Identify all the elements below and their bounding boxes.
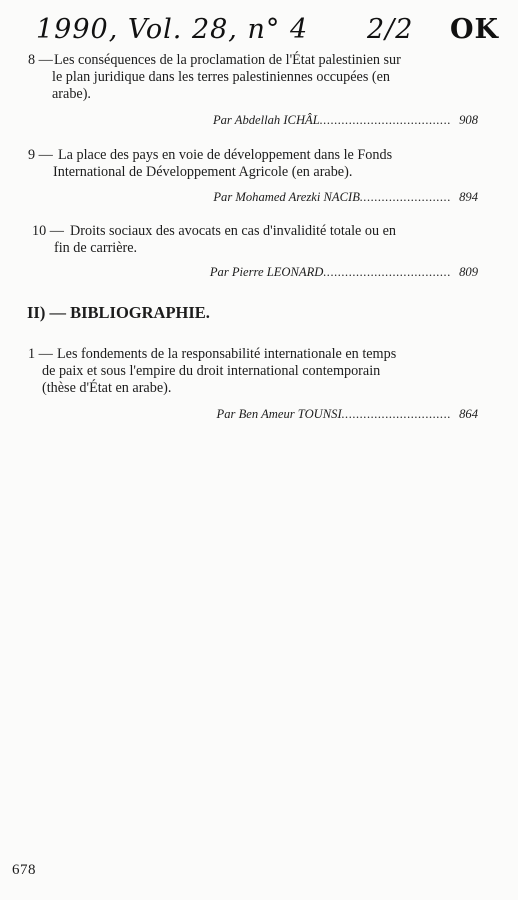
entry-number: 10 —	[32, 223, 64, 239]
entry-title-line-3: arabe).	[52, 86, 91, 102]
leader-dots: ....................................	[319, 113, 452, 127]
section-heading: II) — BIBLIOGRAPHIE.	[27, 303, 210, 322]
entry-page: 894	[459, 190, 478, 204]
page-number: 678	[12, 862, 36, 878]
entry-page: 908	[459, 113, 478, 127]
leader-dots: ...................................	[323, 265, 452, 279]
entry-title-line-1: Les conséquences de la proclamation de l'État palestinien sur	[54, 52, 401, 68]
entry-author-line	[213, 189, 478, 206]
entry-title-line-1: La place des pays en voie de développement dans le Fonds	[58, 147, 393, 163]
leader-dots: .........................	[359, 190, 452, 204]
entry-title-line-2: fin de carrière.	[54, 240, 138, 256]
entry-page: 864	[459, 407, 478, 421]
entry-author: Par Ben Ameur TOUNSI	[216, 407, 342, 421]
entry-title-line-2: le plan juridique dans les terres palestiniennes occupées (en	[52, 69, 391, 85]
entry-author: Par Pierre LEONARD	[209, 265, 324, 279]
handwritten-reference: 1990, Vol. 28, n° 4	[36, 14, 309, 45]
entry-title-line-2: de paix et sous l'empire du droit international contemporain	[42, 363, 381, 379]
handwritten-ok: OK	[450, 14, 499, 45]
entry-number: 8 —	[28, 52, 53, 68]
entry-author-line	[217, 406, 478, 423]
entry-author-line	[210, 264, 478, 281]
leader-dots: ..............................	[341, 407, 452, 421]
entry-number: 1 —	[28, 346, 53, 362]
entry-author: Par Abdellah ICHÂL	[212, 113, 320, 127]
entry-title-line-2: International de Développement Agricole (en arabe).	[53, 164, 353, 180]
entry-title-line-1: Droits sociaux des avocats en cas d'invalidité totale ou en	[70, 223, 397, 239]
handwritten-fraction: 2/2	[367, 14, 414, 45]
entry-author-line	[213, 112, 478, 129]
entry-page: 809	[459, 265, 478, 279]
entry-title-line-3: (thèse d'État en arabe).	[42, 380, 172, 396]
entry-author: Par Mohamed Arezki NACIB	[213, 190, 360, 204]
handwritten-annotation	[22, 8, 502, 48]
entry-number: 9 —	[28, 147, 53, 163]
entry-title-line-1: Les fondements de la responsabilité internationale en temps	[57, 346, 397, 362]
